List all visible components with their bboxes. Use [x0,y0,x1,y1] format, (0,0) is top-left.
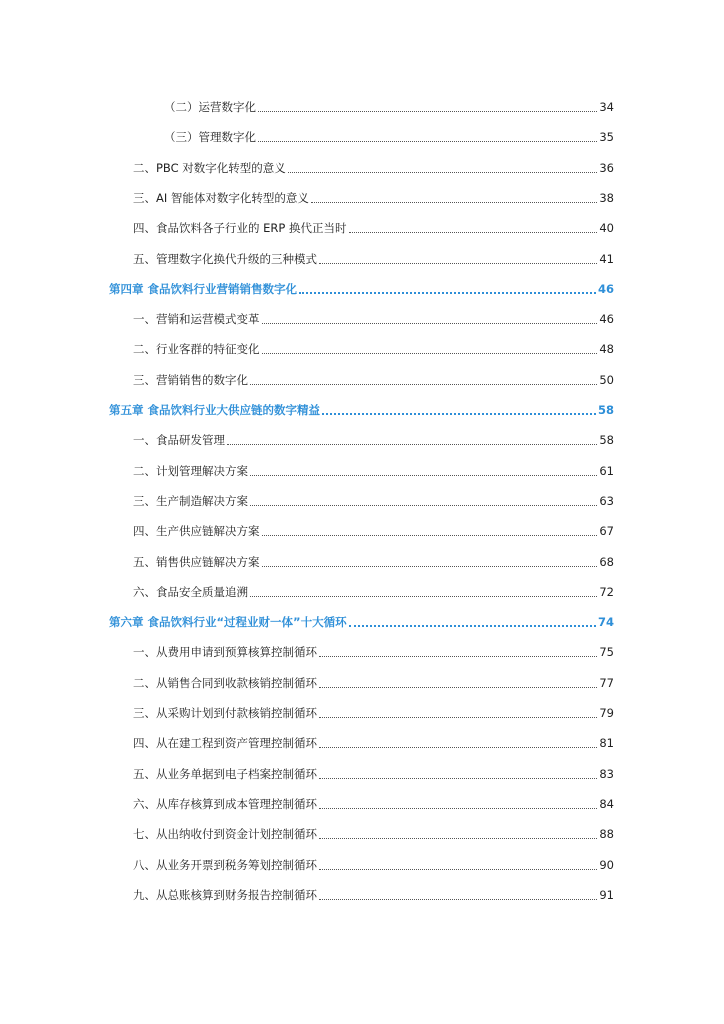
toc-entry-page-number: 81 [599,736,614,751]
toc-entry-title: 二、行业客群的特征变化 [133,342,260,357]
toc-entry-title: （三）管理数字化 [164,130,256,145]
toc-chapter-entry[interactable] [109,280,614,298]
toc-entry-page-number: 46 [599,312,614,327]
toc-entry-title: 五、销售供应链解决方案 [133,554,260,569]
toc-entry[interactable] [133,704,614,722]
toc-entry-title: 三、AI 智能体对数字化转型的意义 [133,190,309,205]
dot-leader [262,322,598,324]
toc-entry-title: 一、从费用申请到预算核算控制循环 [133,645,317,660]
toc-chapter-entry[interactable] [109,401,614,419]
toc-entry[interactable] [133,856,614,874]
dot-leader [319,777,597,779]
toc-entry-title: 第五章 食品饮料行业大供应链的数字精益 [109,403,321,417]
toc-entry-page-number: 90 [599,857,614,872]
toc-entry[interactable] [133,734,614,752]
dot-leader [322,412,596,415]
dot-leader [262,534,598,536]
toc-entry-title: 六、食品安全质量追溯 [133,584,248,599]
dot-leader [319,746,597,748]
toc-entry-page-number: 50 [599,372,614,387]
toc-entry-page-number: 74 [597,615,614,630]
dot-leader [319,898,597,900]
toc-entry-page-number: 83 [599,766,614,781]
toc-entry-title: 二、PBC 对数字化转型的意义 [133,160,286,175]
toc-entry-page-number: 63 [599,493,614,508]
dot-leader [311,201,597,203]
toc-entry-page-number: 88 [599,827,614,842]
toc-entry-title: 第四章 食品饮料行业营销销售数字化 [109,281,298,296]
toc-entry[interactable] [133,310,614,328]
toc-entry-page-number: 72 [599,584,614,599]
dot-leader [319,716,597,718]
toc-entry-title: 三、生产制造解决方案 [133,493,248,508]
toc-entry-page-number: 77 [599,675,614,690]
dot-leader [299,291,596,294]
toc-entry-title: 八、从业务开票到税务筹划控制循环 [133,857,317,872]
toc-entry[interactable] [164,98,614,116]
toc-entry-page-number: 38 [599,190,614,205]
dot-leader [319,807,597,809]
toc-entry-page-number: 34 [599,100,614,114]
toc-entry-title: 五、管理数字化换代升级的三种模式 [133,251,317,266]
dot-leader [258,140,597,142]
toc-entry-title: 四、食品饮料各子行业的 ERP 换代正当时 [133,221,347,236]
dot-leader [250,504,597,506]
toc-entry-page-number: 67 [599,524,614,539]
dot-leader [250,595,597,597]
toc-entry-page-number: 58 [599,433,614,448]
toc-entry[interactable] [133,583,614,601]
toc-entry[interactable] [133,492,614,510]
toc-entry[interactable] [133,825,614,843]
toc-entry[interactable] [133,189,614,207]
toc-entry[interactable] [133,250,614,268]
toc-entry-page-number: 48 [599,342,614,357]
toc-entry-title: 二、从销售合同到收款核销控制循环 [133,675,317,690]
dot-leader [319,837,597,839]
dot-leader [349,231,598,233]
toc-entry-title: 九、从总账核算到财务报告控制循环 [133,887,317,902]
toc-entry[interactable] [133,159,614,177]
dot-leader [319,686,597,688]
toc-entry-title: 四、生产供应链解决方案 [133,524,260,539]
dot-leader [349,624,596,627]
toc-entry-page-number: 68 [599,554,614,569]
toc-entry-title: 七、从出纳收付到资金计划控制循环 [133,827,317,842]
toc-entry[interactable] [133,431,614,449]
toc-entry-page-number: 46 [597,281,614,296]
dot-leader [262,352,598,354]
toc-entry-title: 一、营销和运营模式变革 [133,312,260,327]
toc-entry-page-number: 61 [599,463,614,478]
toc-entry-page-number: 75 [599,645,614,660]
toc-entry-title: 四、从在建工程到资产管理控制循环 [133,736,317,751]
toc-entry[interactable] [133,765,614,783]
toc-entry-page-number: 84 [599,796,614,811]
dot-leader [250,383,597,385]
toc-entry-page-number: 79 [599,706,614,720]
toc-entry-title: 三、营销销售的数字化 [133,372,248,387]
toc-entry-title: 三、从采购计划到付款核销控制循环 [133,706,317,720]
toc-entry-page-number: 40 [599,221,614,236]
toc-entry-title: 六、从库存核算到成本管理控制循环 [133,796,317,811]
toc-entry[interactable] [133,643,614,661]
toc-entry[interactable] [133,674,614,692]
dot-leader [258,110,597,112]
dot-leader [227,443,597,445]
toc-entry[interactable] [133,553,614,571]
toc-entry-title: 一、食品研发管理 [133,433,225,448]
toc-entry[interactable] [164,128,614,146]
toc-entry[interactable] [133,371,614,389]
dot-leader [262,565,598,567]
toc-chapter-entry[interactable] [109,613,614,631]
toc-entry-title: 第六章 食品饮料行业“过程业财一体”十大循环 [109,615,347,630]
dot-leader [250,474,597,476]
toc-entry-page-number: 35 [599,130,614,145]
toc-entry[interactable] [133,462,614,480]
dot-leader [319,868,597,870]
toc-entry-title: （二）运营数字化 [164,100,256,114]
toc-entry-page-number: 36 [599,160,614,175]
toc-entry-title: 五、从业务单据到电子档案控制循环 [133,766,317,781]
toc-entry-page-number: 58 [597,403,614,417]
toc-entry[interactable] [133,795,614,813]
toc-entry[interactable] [133,340,614,358]
toc-entry[interactable] [133,886,614,904]
toc-entry[interactable] [133,522,614,540]
dot-leader [319,655,597,657]
dot-leader [319,262,597,264]
toc-entry-page-number: 91 [599,887,614,902]
dot-leader [288,171,598,173]
toc-entry-title: 二、计划管理解决方案 [133,463,248,478]
toc-entry[interactable] [133,219,614,237]
toc-entry-page-number: 41 [599,251,614,266]
